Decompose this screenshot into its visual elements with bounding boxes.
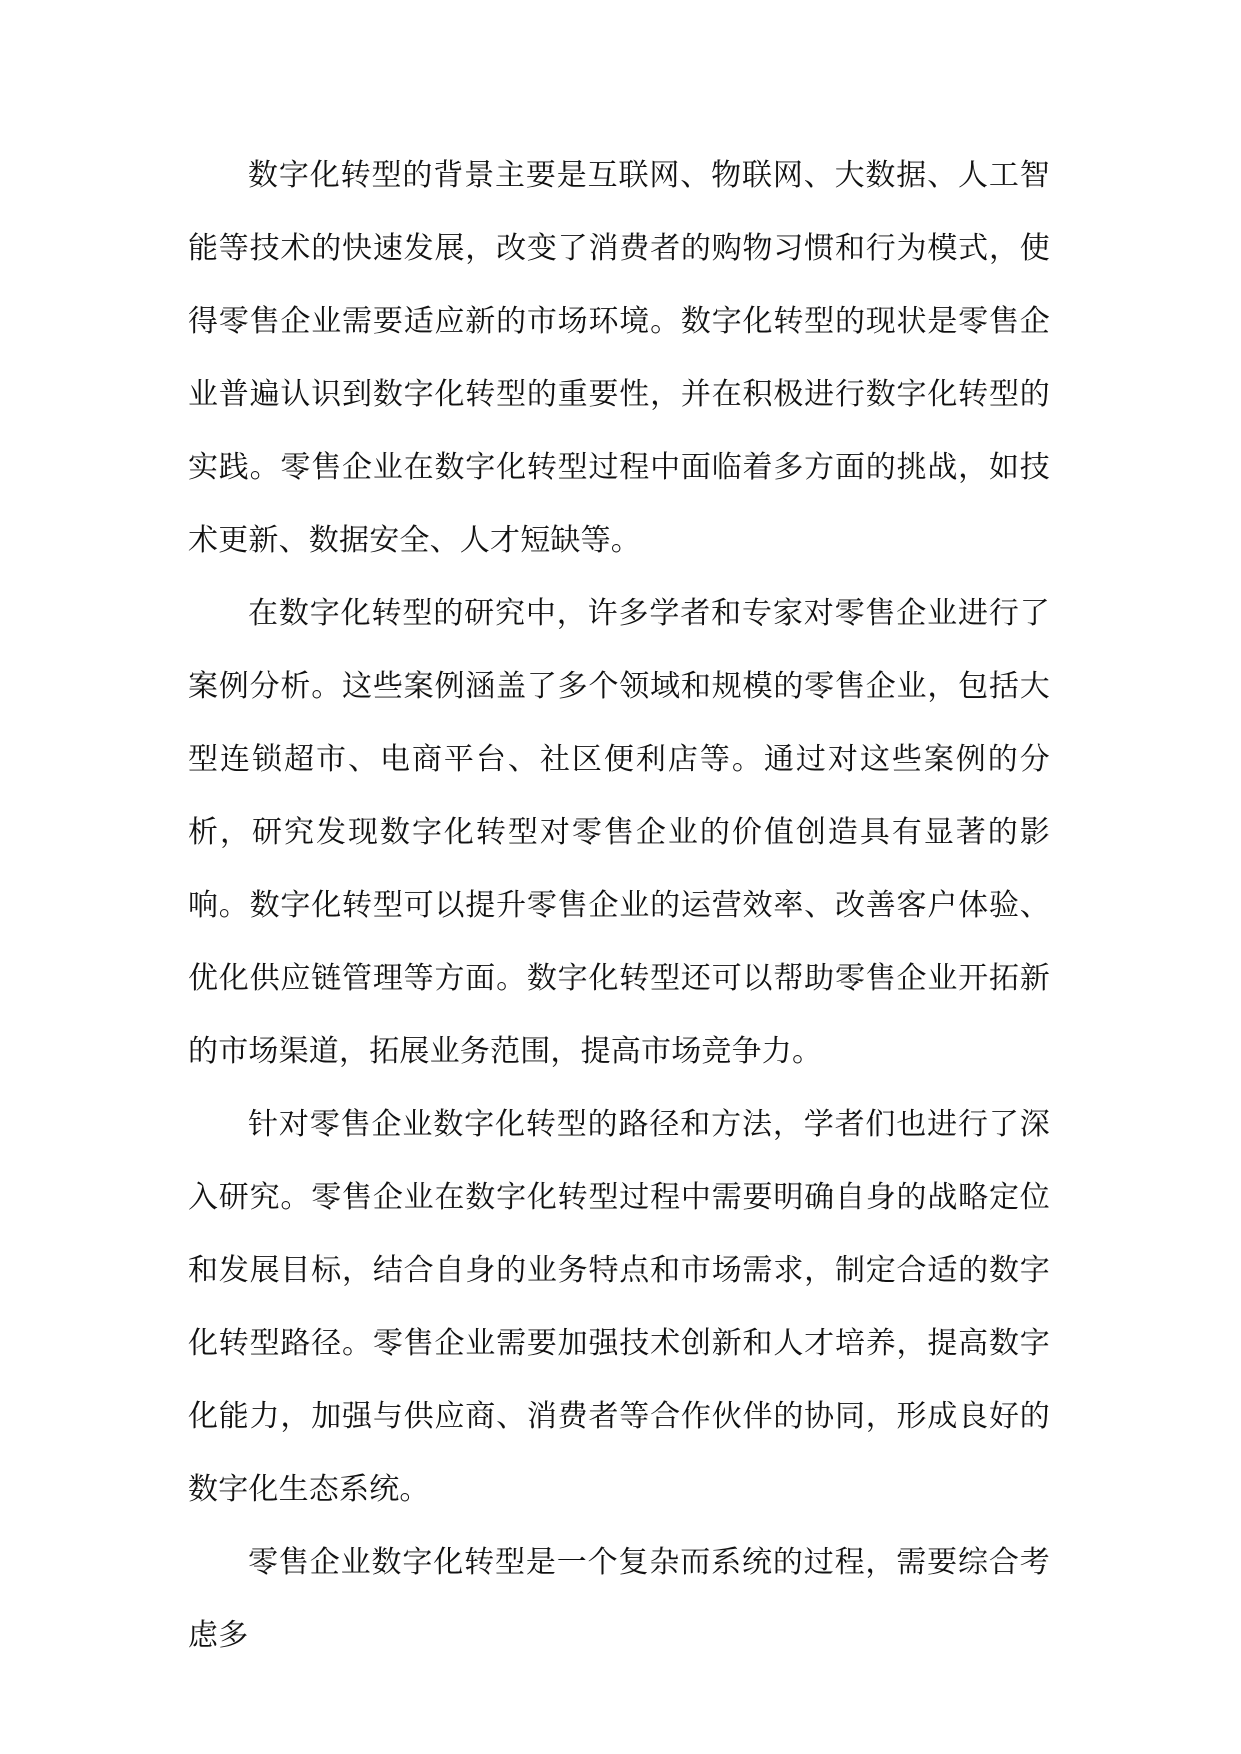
paragraph-transformation-path: 针对零售企业数字化转型的路径和方法，学者们也进行了深入研究。零售企业在数字化转型过程中需要明确自身的战略定位和发展目标，结合自身的业务特点和市场需求，制定合适的数字化转型路径。零售企业需要加强技术创新和人才培养，提高数字化能力，加强与供应商、消费者等合作伙伴的协同，形成良好的数字化生态系统。 <box>188 1107 1050 1507</box>
paragraph-digital-transformation-background: 数字化转型的背景主要是互联网、物联网、大数据、人工智能等技术的快速发展，改变了消费者的购物习惯和行为模式，使得零售企业需要适应新的市场环境。数字化转型的现状是零售企业普遍认识到数字化转型的重要性，并在积极进行数字化转型的实践。零售企业在数字化转型过程中面临着多方面的挑战，如技术更新、数据安全、人才短缺等。 <box>188 158 1050 558</box>
paragraph-complex-process: 零售企业数字化转型是一个复杂而系统的过程，需要综合考虑多 <box>188 1545 1050 1653</box>
document-body <box>188 139 1050 1672</box>
paragraph-case-analysis: 在数字化转型的研究中，许多学者和专家对零售企业进行了案例分析。这些案例涵盖了多个领域和规模的零售企业，包括大型连锁超市、电商平台、社区便利店等。通过对这些案例的分析，研究发现数字化转型对零售企业的价值创造具有显著的影响。数字化转型可以提升零售企业的运营效率、改善客户体验、优化供应链管理等方面。数字化转型还可以帮助零售企业开拓新的市场渠道，拓展业务范围，提高市场竞争力。 <box>188 596 1050 1069</box>
